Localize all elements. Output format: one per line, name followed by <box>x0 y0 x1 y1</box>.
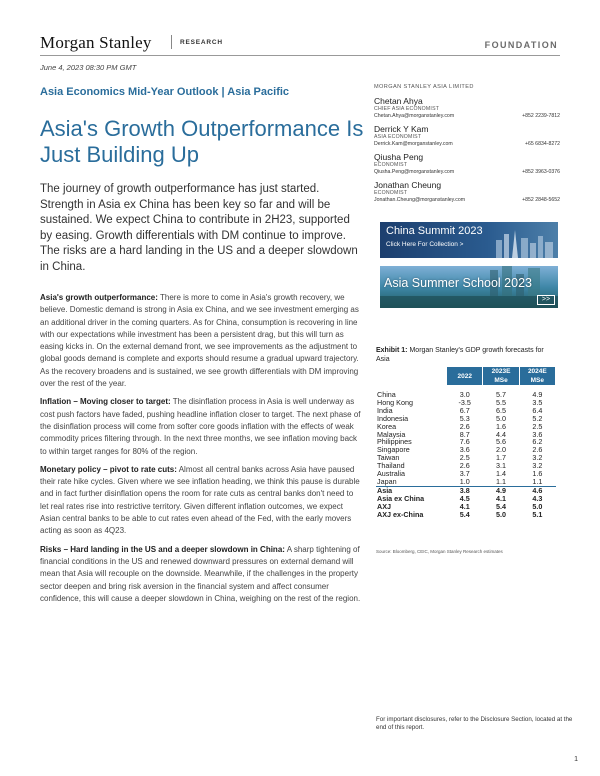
country-cell: India <box>377 405 393 415</box>
value-2022-cell: 2.5 <box>459 453 470 463</box>
paragraph <box>40 544 362 605</box>
author-phone: +65 6834-8272 <box>524 141 560 147</box>
table-body <box>376 385 556 519</box>
report-title: Asia's Growth Outperformance Is Just Building Up <box>40 116 364 167</box>
exhibit-caption-text: Morgan Stanley's GDP growth forecasts for Asia <box>376 347 544 363</box>
author-contact <box>374 141 560 148</box>
research-label: RESEARCH <box>180 39 223 46</box>
value-2023-cell: 3.1 <box>496 461 507 471</box>
author-block <box>374 96 560 120</box>
value-2024-cell: 4.3 <box>532 493 543 503</box>
authors-header: MORGAN STANLEY ASIA LIMITED <box>374 84 474 90</box>
disclosure-note: For important disclosures, refer to the Disclosure Section, located at the end of this report. <box>376 716 573 731</box>
value-2024-cell: 6.2 <box>532 437 543 447</box>
country-cell: Hong Kong <box>377 397 413 407</box>
author-email[interactable]: Qiusha.Peng@morganstanley.com <box>374 169 455 175</box>
value-2024-cell: 2.5 <box>532 421 543 431</box>
author-block <box>374 152 560 176</box>
value-2023-cell: 5.4 <box>496 501 507 511</box>
value-2022-cell: 2.6 <box>459 461 470 471</box>
value-2023-cell: 2.0 <box>496 445 507 455</box>
exhibit-label: Exhibit 1: <box>376 347 408 354</box>
author-block <box>374 180 560 204</box>
value-2024-cell: 3.6 <box>532 429 543 439</box>
exhibit-source: Source: Bloomberg, CEIC, Morgan Stanley Research estimates <box>376 549 503 554</box>
country-cell: Asia ex China <box>377 493 425 503</box>
author-name: Derrick Y Kam <box>374 124 429 134</box>
author-phone: +852 2239-7812 <box>522 113 560 119</box>
value-2022-cell: 4.1 <box>459 501 470 511</box>
table-header-row <box>376 367 556 376</box>
value-2023-cell: 1.7 <box>496 453 507 463</box>
author-email[interactable]: Chetan.Ahya@morganstanley.com <box>374 113 455 119</box>
value-2023-cell: 4.1 <box>496 493 507 503</box>
paragraph-lead: Asia's growth outperformance: <box>40 293 158 302</box>
header-2024: 2024E <box>519 367 555 376</box>
section-tag: Asia Economics Mid-Year Outlook | Asia Pacific <box>40 86 290 98</box>
value-2022-cell: 5.4 <box>459 509 470 519</box>
value-2024-cell: 5.0 <box>532 501 543 511</box>
value-2023-cell: 5.0 <box>496 413 507 423</box>
author-role: ASIA ECONOMIST <box>374 134 422 140</box>
gdp-forecast-table <box>376 367 556 519</box>
author-name: Qiusha Peng <box>374 152 424 162</box>
value-2022-cell: 7.6 <box>459 437 470 447</box>
country-cell: Korea <box>377 421 397 431</box>
country-cell: Asia <box>376 486 447 494</box>
author-phone: +852 3963-0376 <box>522 169 560 175</box>
page-number: 1 <box>574 756 578 763</box>
value-2022-cell: -3.5 <box>458 397 471 407</box>
value-2022-cell: 8.7 <box>459 429 470 439</box>
value-2024-cell: 6.4 <box>532 405 543 415</box>
paragraph-text: The disinflation process in Asia is well underway as cost push factors have faded, pushing headline inflation closer to target. The next phase of the disinflation process will come from softer core goods inflation with the effects of weak commodity prices filtering through. In the next three months, we see inflation moving back to within target ranges for 80% of the region. <box>40 397 361 456</box>
value-2023-cell: 5.6 <box>496 437 507 447</box>
country-cell: China <box>377 390 396 399</box>
value-2024-cell: 4.9 <box>532 390 543 399</box>
value-2023-cell: 1.4 <box>496 469 507 479</box>
value-2022-cell: 4.5 <box>459 493 470 503</box>
value-2024-cell: 3.5 <box>532 397 543 407</box>
china-summit-banner[interactable] <box>380 222 558 258</box>
value-2022-cell: 5.3 <box>459 413 470 423</box>
author-contact <box>374 113 560 120</box>
value-2024-cell: 1.1 <box>532 476 543 486</box>
table-row <box>376 511 556 519</box>
paragraph-lead: Monetary policy – pivot to rate cuts: <box>40 464 177 474</box>
value-2023-cell: 5.7 <box>496 390 507 399</box>
country-cell: Australia <box>377 469 405 479</box>
paragraph <box>40 464 362 538</box>
authors-panel <box>374 84 560 208</box>
paragraph-text: There is more to come in Asia's growth recovery, we believe. Domestic demand is strong in Asia ex China, and we see investment emerging as an additional driver in the coming quarters. As for China, consumption is recovering in line with our expectations while investment has been a persistent drag, but this will turn as easing kicks in. On the external demand front, we see improvements as the adjustment to global goods demand is complete and exports should resume a gradual upward trajectory. As the recovery broadens and is sustained, we see growth differentials with DM improving over the rest of the year. <box>40 293 359 389</box>
skyline-icon <box>488 228 558 258</box>
value-2024-cell: 2.6 <box>532 445 543 455</box>
country-cell: AXJ ex-China <box>377 509 424 519</box>
value-2024-cell: 5.2 <box>532 413 543 423</box>
paragraph-lead: Inflation – Moving closer to target: <box>40 397 171 407</box>
author-role: ECONOMIST <box>374 190 408 196</box>
publish-date: June 4, 2023 08:30 PM GMT <box>40 63 137 72</box>
author-block <box>374 124 560 148</box>
forward-arrow-icon[interactable]: >> <box>537 295 555 305</box>
brand-logo: Morgan Stanley <box>40 33 152 52</box>
china-summit-link[interactable]: Click Here For Collection > <box>386 241 464 248</box>
header-empty-cell <box>376 367 447 376</box>
value-2022-cell: 3.8 <box>447 486 483 494</box>
value-2024-cell: 3.2 <box>532 461 543 471</box>
subheader-2023: MSe <box>483 376 519 385</box>
value-2023-cell: 5.0 <box>496 509 507 519</box>
value-2024-cell: 1.6 <box>532 469 543 479</box>
value-2023-cell: 4.4 <box>496 429 507 439</box>
asia-summer-school-title: Asia Summer School 2023 <box>384 276 532 290</box>
value-2024-cell: 3.2 <box>532 453 543 463</box>
value-2022-cell: 3.7 <box>459 469 470 479</box>
country-cell: Malaysia <box>377 429 406 439</box>
value-2022-cell: 3.6 <box>459 445 470 455</box>
paragraph-text: A sharp tightening of financial conditions in the US and renewed downward pressures on external demand will mean that Asia will recouple on the downside. Meanwhile, if the challenges in the property sector deepen and bring risk aversion in the financial system and affect consumer confidence, this will cause a deeper slowdown in China, weighing on the rest of the region. <box>40 544 361 603</box>
foundation-label: FOUNDATION <box>484 40 558 50</box>
asia-summer-school-banner[interactable] <box>380 266 558 308</box>
brand-divider <box>171 35 172 49</box>
value-2022-cell: 3.0 <box>459 390 470 399</box>
author-contact <box>374 169 560 176</box>
author-email[interactable]: Jonathan.Cheung@morganstanley.com <box>374 197 466 203</box>
author-name: Chetan Ahya <box>374 96 423 106</box>
value-2023-cell: 1.6 <box>496 421 507 431</box>
author-email[interactable]: Derrick.Kam@morganstanley.com <box>374 141 453 147</box>
author-contact <box>374 197 560 204</box>
paragraph-lead: Risks – Hard landing in the US and a deeper slowdown in China: <box>40 544 285 554</box>
value-2023-cell: 4.9 <box>483 486 519 494</box>
paragraph <box>40 396 362 457</box>
value-2023-cell: 5.5 <box>496 397 507 407</box>
value-2024-cell: 5.1 <box>532 509 543 519</box>
value-2023-cell: 1.1 <box>496 476 507 486</box>
paragraph-text: Almost all central banks across Asia have paused their rate hike cycles. Given where we see inflation heading, we think this pause is durable and in fact further disinflation opens the room for rate cuts as central banks don't need to let real rates rise into restrictive territory. Given different inflation outcomes, we expect Asian central banks to be able to cut rates even ahead of the Fed, with the early movers acting as soon as 4Q23. <box>40 464 360 536</box>
author-role: CHIEF ASIA ECONOMIST <box>374 106 440 112</box>
country-cell: Singapore <box>377 445 410 455</box>
value-2022-cell: 2.6 <box>459 421 470 431</box>
country-cell: AXJ <box>377 501 391 511</box>
header-empty-cell <box>376 376 447 385</box>
table-row <box>376 385 556 399</box>
author-phone: +852 2848-5652 <box>522 197 560 203</box>
header-2022: 2022 <box>447 367 483 385</box>
subheader-2024: MSe <box>519 376 555 385</box>
country-cell: Thailand <box>377 461 405 471</box>
report-lede: The journey of growth outperformance has just started. Strength in Asia ex China has been key so far and will be sustained. We expect China to contribute in 2H23, supported by easing. Growth differentials with DM continue to improve. The risks are a hard landing in the US and a deeper slowdown in China. <box>40 183 358 273</box>
exhibit-caption <box>376 346 554 364</box>
value-2024-cell: 4.6 <box>519 486 555 494</box>
country-cell: Indonesia <box>377 413 409 423</box>
country-cell: Philippines <box>377 437 412 447</box>
value-2022-cell: 1.0 <box>459 476 470 486</box>
value-2022-cell: 6.7 <box>459 405 470 415</box>
author-role: ECONOMIST <box>374 162 408 168</box>
value-2023-cell: 6.5 <box>496 405 507 415</box>
author-name: Jonathan Cheung <box>374 180 442 190</box>
paragraph <box>40 292 362 390</box>
country-cell: Taiwan <box>377 453 400 463</box>
header-rule <box>40 55 560 56</box>
china-summit-title: China Summit 2023 <box>386 225 483 237</box>
report-body <box>40 292 362 611</box>
header-2023: 2023E <box>483 367 519 376</box>
country-cell: Japan <box>377 476 397 486</box>
